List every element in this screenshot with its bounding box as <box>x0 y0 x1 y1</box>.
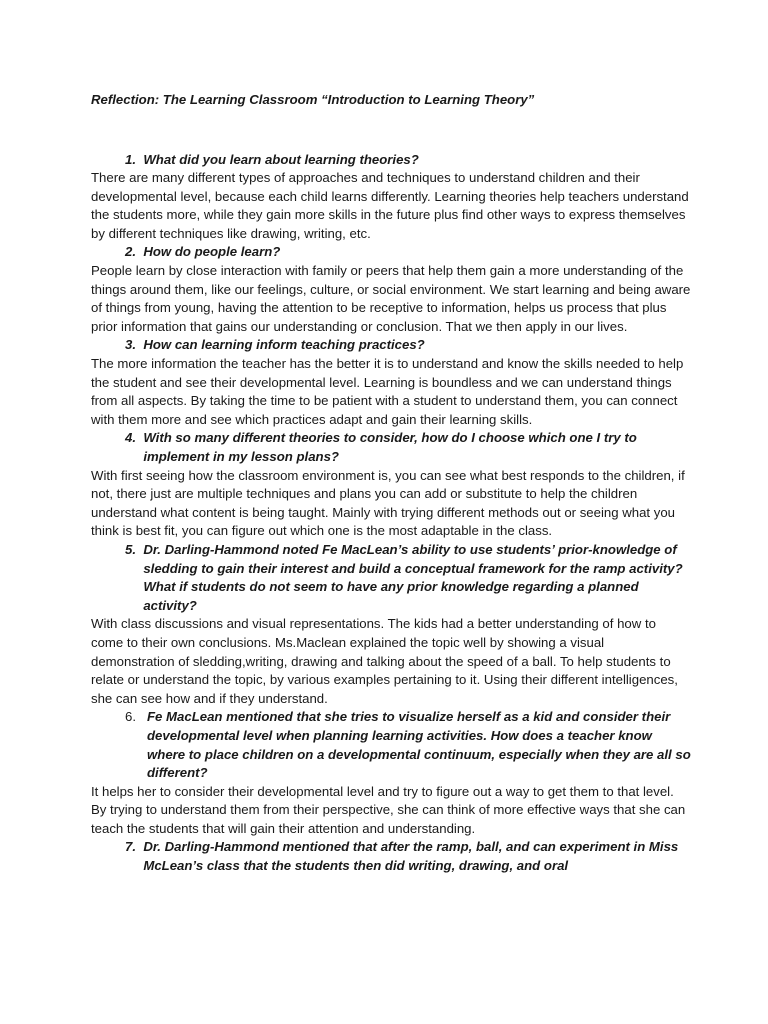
document-page <box>91 91 691 876</box>
question-heading <box>91 429 691 466</box>
question-text: With so many different theories to consider, how do I choose which one I try to implement in my lesson plans? <box>143 430 637 464</box>
question-text: Dr. Darling-Hammond mentioned that after the ramp, ball, and can experiment in Miss McLean’s class that the students then did writing, drawing, and oral <box>143 839 679 874</box>
list-item <box>91 243 691 336</box>
question-number: 4. <box>125 430 136 446</box>
list-item <box>91 151 691 244</box>
answer-text: With first seeing how the classroom environment is, you can see what best responds to the children, if not, there just are multiple techniques and plans you can add or substitute to help the children understand what content is being taught. Mainly with trying different methods out or seeing what you think is best fit, you can figure out which one is the most adaptable in the class. <box>91 467 685 539</box>
document-title: Reflection: The Learning Classroom “Introduction to Learning Theory” <box>91 92 535 107</box>
list-item <box>91 429 691 541</box>
question-text: How do people learn? <box>143 244 281 260</box>
question-heading <box>91 541 691 615</box>
answer-text: There are many different types of approaches and techniques to understand children and their developmental level, because each child learns differently. Learning theories help teachers understand the students more, while they gain more skills in the future plus find other ways to express themselves by different techniques like drawing, writing, etc. <box>91 170 689 241</box>
question-heading <box>91 336 691 355</box>
question-number: 3. <box>125 337 136 353</box>
list-item <box>91 708 691 838</box>
list-item <box>91 541 691 708</box>
answer-text: It helps her to consider their developmental level and try to figure out a way to get them to that level. By trying to understand them from their perspective, she can think of more effective ways that she can teach the students that will gain their attention and understanding. <box>91 783 686 836</box>
question-heading <box>91 838 691 875</box>
question-text: Dr. Darling-Hammond noted Fe MacLean’s ability to use students’ prior-knowledge of sledding to gain their interest and build a conceptual framework for the ramp activity? What if students do not seem to have any prior knowledge regarding a planned activity? <box>143 541 683 613</box>
question-text: Fe MacLean mentioned that she tries to visualize herself as a kid and consider their developmental level when planning learning activities. How does a teacher know where to place children on a developmental continuum, especially when they are all so different? <box>147 709 691 781</box>
question-number: 5. <box>125 541 136 557</box>
answer-text: With class discussions and visual representations. The kids had a better understanding of how to come to their own conclusions. Ms.Maclean explained the topic well by showing a visual demonstration of sledding,writing, drawing and talking about the speed of a ball. To help students to relate or understand the topic, by various examples pertaining to it. Using their different intelligences, she can see how and if they understand. <box>91 616 678 706</box>
list-item <box>91 336 691 429</box>
question-number: 7. <box>125 839 136 855</box>
question-heading <box>91 243 691 262</box>
question-text: How can learning inform teaching practices? <box>143 337 425 353</box>
question-text: What did you learn about learning theories? <box>143 151 419 167</box>
question-heading <box>91 708 691 782</box>
question-heading <box>91 151 691 170</box>
answer-text: People learn by close interaction with family or peers that help them gain a more understanding of the things around them, like our feelings, culture, or social environment. We start learning and being aware of things from young, having the attention to be receptive to information, helps us process that plus prior information that gains our understanding or conclusion. That we then apply in our lives. <box>91 263 691 334</box>
question-number: 1. <box>125 151 136 167</box>
answer-text: The more information the teacher has the better it is to understand and know the skills needed to help the student and see their developmental level. Learning is boundless and we can understand things from all aspects. By taking the time to be patient with a student to understand them, you can connect with them more and see which practices adapt and gain their learning skills. <box>91 356 684 427</box>
question-number: 6. <box>125 709 136 725</box>
question-number: 2. <box>125 244 136 260</box>
list-item <box>91 838 691 875</box>
